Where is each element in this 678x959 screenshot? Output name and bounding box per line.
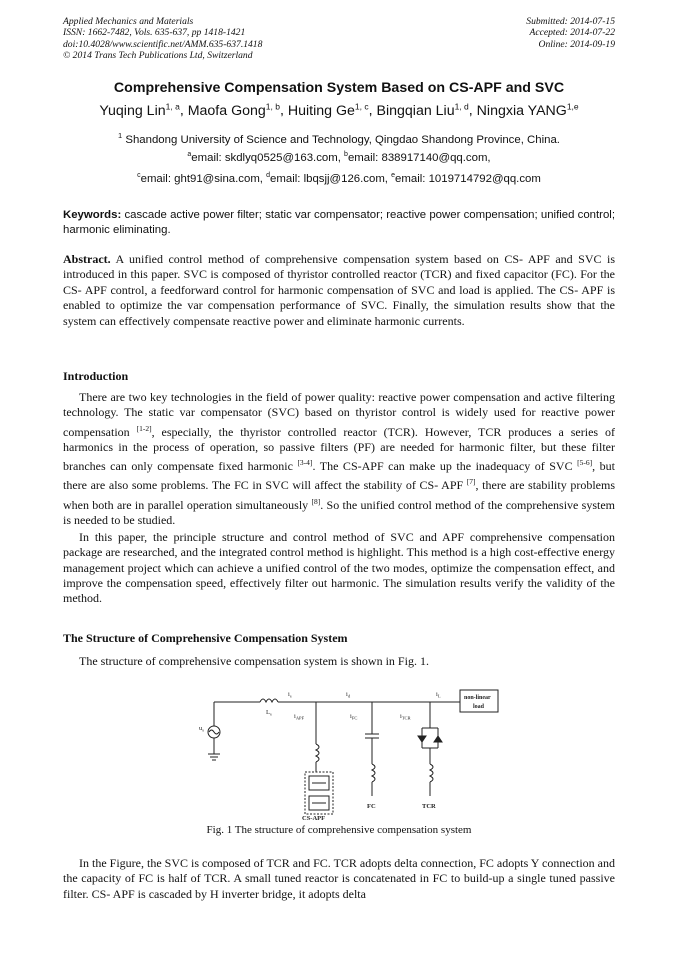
structure-paragraph-1: The structure of comprehensive compensation system is shown in Fig. 1. bbox=[79, 654, 429, 668]
author: Maofa Gong$^{1, b}$ bbox=[187, 101, 280, 119]
submitted-date: Submitted: 2014-07-15 bbox=[526, 16, 615, 27]
label-iapf: $i_{APF}$ bbox=[294, 713, 305, 721]
keywords-text: cascade active power filter; static var compensator; reactive power compensation; unified control; harmonic eliminating. bbox=[63, 209, 615, 236]
citation: [8] bbox=[311, 496, 321, 506]
author: Huiting Ge$^{1, c}$ bbox=[287, 101, 369, 119]
abstract-label: Abstract. bbox=[63, 252, 111, 266]
label-us: $u_s$ bbox=[199, 725, 205, 733]
author: Bingqian Liu$^{1, d}$ bbox=[376, 101, 469, 119]
label-csapf: CS-APF bbox=[302, 815, 326, 820]
journal-header-right bbox=[526, 16, 615, 50]
online-date: Online: 2014-09-19 bbox=[538, 38, 615, 50]
tcr-inductor bbox=[430, 764, 433, 782]
fc-inductor bbox=[372, 764, 375, 782]
keywords-label: Keywords: bbox=[63, 209, 122, 221]
label-itcr: $i_{TCR}$ bbox=[400, 713, 411, 721]
citation: [3-4] bbox=[297, 458, 313, 468]
email-line-2: $^c$email: ght91@sina.com, $^d$email: lbqsjj@126.com, $^e$email: 1019714792@qq.com bbox=[137, 172, 541, 185]
figure-caption: Fig. 1 The structure of comprehensive compensation system bbox=[206, 824, 472, 836]
journal-name: Applied Mechanics and Materials bbox=[63, 16, 194, 27]
issn-line: ISSN: 1662-7482, Vols. 635-637, pp 1418-1421 bbox=[63, 27, 246, 39]
thyristor-down bbox=[418, 736, 426, 742]
abstract-text: A unified control method of comprehensive compensation system based on CS- APF and SVC is introduced in this paper. SVC is composed of thyristor controlled reactor (TCR) and fixed capacitor (FC). For the CS- APF control, a feedforward control for harmonic compensation of SVC and load is applied. The CS- APF is enabled to optimize the var compensation performance of SVC. Finally, the simulation results show that the system can effectively compensate reactive power and eliminate harmonic currents. bbox=[63, 252, 616, 328]
intro-paragraph-1: There are two key technologies in the field of power quality: reactive power compensation and active filtering technology. The static var compensator (SVC) based on thyristor control is widely used for reactive power compensation [1-2], especially, the thyristor controlled reactor (TCR). However, TCR produces a series of harmonics in the process of operation, so passive filters (PF) are needed for harmonic filter, but these filter branches can only compensate fixed harmonic [3-4]. The CS-APF can make up the inadequacy of SVC [5-6], but there are also some problems. The FC in SVC will affect the stability of CS- APF [7], there are stability problems when both are in parallel operation simultaneously [8]. So the unified control method of the comprehensive system is needed to be studied. bbox=[63, 390, 616, 528]
accepted-date: Accepted: 2014-07-22 bbox=[529, 27, 615, 39]
label-ifc: $i_{FC}$ bbox=[350, 713, 358, 721]
label-il: $i_L$ bbox=[436, 691, 441, 699]
paper-title: Comprehensive Compensation System Based on CS-APF and SVC bbox=[113, 80, 565, 96]
label-fc: FC bbox=[367, 803, 376, 810]
abstract bbox=[63, 252, 615, 329]
journal-header-left bbox=[63, 16, 262, 62]
label-load-1: non-linear bbox=[464, 695, 491, 701]
label-tcr: TCR bbox=[422, 803, 436, 810]
label-load-2: load bbox=[473, 704, 485, 710]
intro-paragraph-2: In this paper, the principle structure and control method of SVC and APF comprehensive compensation package are researched, and the integrated control method is highlight. This method is a high cost-effective energy management project which can achieve a unified control of the two modes, optimize the compensation effect, and improve the compensation speed, effectively filter out harmonic. The simulation results verify the validity of the method. bbox=[63, 530, 615, 606]
line-inductor bbox=[260, 699, 278, 702]
affiliation: $^1$ Shandong University of Science and Technology, Qingdao Shandong Province, China. bbox=[118, 131, 560, 146]
label-ls: $L_s$ bbox=[266, 709, 272, 717]
author-list: Yuqing Lin$^{1, a}$, Maofa Gong$^{1, b}$, Huiting Ge$^{1, c}$, Bingqian Liu$^{1, d}$, Ningxia YANG$^{1,e}$ bbox=[99, 101, 579, 119]
ac-source-wave bbox=[209, 730, 219, 734]
apf-inductor bbox=[316, 744, 319, 762]
structure-paragraph-2: In the Figure, the SVC is composed of TCR and FC. TCR adopts delta connection, FC adopts Y connection and the capacity of FC is half of TCR. A small tuned reactor is concatenated in FC to build-up a single tuned passive filter. CS- APF is cascaded by H inverter bridge, it adopts delta bbox=[63, 856, 615, 901]
citation: [7] bbox=[466, 477, 476, 487]
citation: [1-2] bbox=[136, 423, 152, 433]
email-line-1: $^a$email: skdlyq0525@163.com, $^b$email: 838917140@qq.com, bbox=[187, 151, 491, 164]
label-id: $i_d$ bbox=[346, 691, 351, 699]
section-heading-introduction: Introduction bbox=[63, 369, 129, 383]
author: Ningxia YANG$^{1,e}$ bbox=[476, 101, 579, 119]
citation: [5-6] bbox=[577, 458, 593, 468]
author: Yuqing Lin$^{1, a}$ bbox=[99, 101, 180, 119]
doi-line: doi:10.4028/www.scientific.net/AMM.635-637.1418 bbox=[63, 38, 263, 50]
keywords bbox=[63, 208, 615, 237]
thyristor-up bbox=[434, 736, 442, 742]
label-is: $i_s$ bbox=[288, 691, 292, 699]
section-heading-structure: The Structure of Comprehensive Compensation System bbox=[63, 631, 348, 645]
circuit-diagram bbox=[196, 684, 502, 820]
copyright-line: © 2014 Trans Tech Publications Ltd, Switzerland bbox=[63, 50, 253, 62]
